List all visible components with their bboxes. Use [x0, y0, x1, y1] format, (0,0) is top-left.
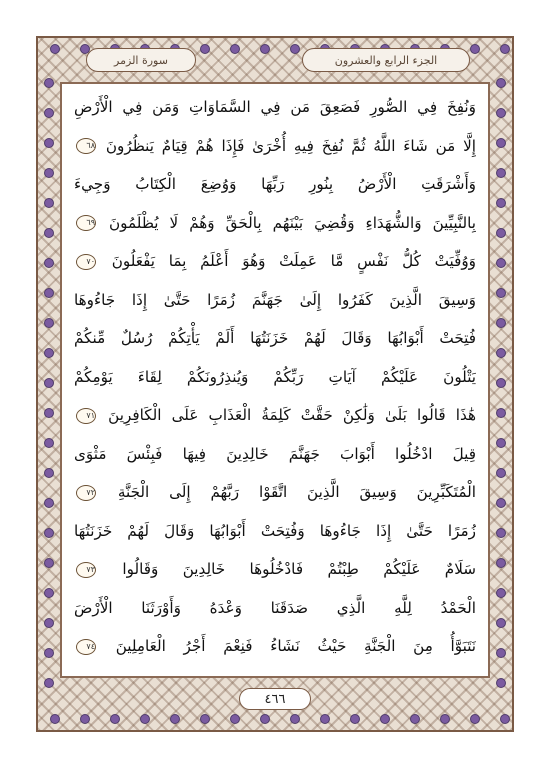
- flower-ornament-icon: [44, 198, 54, 208]
- flower-ornament-icon: [50, 714, 60, 724]
- flower-ornament-icon: [496, 198, 506, 208]
- flower-ornament-icon: [496, 648, 506, 658]
- flower-ornament-icon: [44, 318, 54, 328]
- flower-ornament-icon: [496, 288, 506, 298]
- flower-ornament-icon: [110, 714, 120, 724]
- verse-text: بِالنَّبِيِّينَ وَالشُّهَدَاءِ وَقُضِيَ بَيْنَهُم بِالْحَقِّ وَهُمْ لَا يُظْلَمُونَ: [109, 213, 476, 232]
- flower-ornament-icon: [44, 138, 54, 148]
- flower-ornament-icon: [496, 348, 506, 358]
- flower-ornament-icon: [496, 588, 506, 598]
- flower-ornament-icon: [496, 228, 506, 238]
- text-line: [74, 629, 476, 663]
- flower-ornament-icon: [496, 558, 506, 568]
- flower-ornament-icon: [496, 468, 506, 478]
- verse-text: الْحَمْدُ لِلَّهِ الَّذِي صَدَقَنَا وَعْدَهُ وَأَوْرَثَنَا الْأَرْضَ: [74, 598, 476, 617]
- text-line: [74, 167, 476, 201]
- ayah-number-marker: ٧٣: [76, 562, 96, 578]
- flower-ornament-icon: [44, 678, 54, 688]
- page-header: [52, 48, 498, 74]
- flower-ornament-icon: [44, 438, 54, 448]
- verse-text: نَتَبَوَّأُ مِنَ الْجَنَّةِ حَيْثُ نَشَاءُ فَنِعْمَ أَجْرُ الْعَامِلِينَ: [115, 637, 476, 655]
- text-line: [74, 129, 476, 163]
- flower-ornament-icon: [496, 618, 506, 628]
- verse-text: وَوُفِّيَتْ كُلُّ نَفْسٍ مَّا عَمِلَتْ وَهُوَ أَعْلَمُ بِمَا يَفْعَلُونَ: [111, 252, 476, 270]
- text-line: [74, 398, 476, 432]
- flower-ornament-icon: [44, 258, 54, 268]
- verse-text: سَلَامٌ عَلَيْكُمْ طِبْتُمْ فَادْخُلُوهَا خَالِدِينَ وَقَالُوا: [122, 560, 476, 578]
- flower-ornament-icon: [496, 378, 506, 388]
- flower-ornament-icon: [80, 714, 90, 724]
- flower-ornament-icon: [496, 108, 506, 118]
- flower-ornament-icon: [44, 588, 54, 598]
- flower-ornament-icon: [44, 228, 54, 238]
- flower-ornament-icon: [170, 714, 180, 724]
- text-line: [74, 591, 476, 625]
- flower-ornament-icon: [44, 348, 54, 358]
- flower-ornament-icon: [496, 168, 506, 178]
- text-line: [74, 244, 476, 278]
- flower-ornament-icon: [230, 714, 240, 724]
- flower-ornament-icon: [44, 498, 54, 508]
- flower-ornament-icon: [440, 714, 450, 724]
- flower-ornament-icon: [496, 138, 506, 148]
- ayah-number-marker: ٦٩: [76, 215, 96, 231]
- flower-ornament-icon: [500, 714, 510, 724]
- text-line: [74, 514, 476, 548]
- flower-ornament-icon: [496, 438, 506, 448]
- text-line: [74, 321, 476, 355]
- verse-text: وَأَشْرَقَتِ الْأَرْضُ بِنُورِ رَبِّهَا وَوُضِعَ الْكِتَابُ وَجِيءَ: [74, 175, 476, 193]
- flower-ornament-icon: [496, 498, 506, 508]
- flower-ornament-icon: [44, 408, 54, 418]
- flower-ornament-icon: [496, 258, 506, 268]
- verse-text: زُمَرًا حَتَّىٰ إِذَا جَاءُوهَا وَفُتِحَتْ أَبْوَابُهَا وَقَالَ لَهُمْ خَزَنَتُهَا: [74, 521, 476, 540]
- text-line: [74, 283, 476, 317]
- flower-ornament-icon: [260, 714, 270, 724]
- text-line: [74, 437, 476, 471]
- verse-text: فُتِحَتْ أَبْوَابُهَا وَقَالَ لَهُمْ خَزَنَتُهَا أَلَمْ يَأْتِكُمْ رُسُلٌ مِّنكُمْ: [74, 329, 476, 347]
- flower-ornament-icon: [410, 714, 420, 724]
- flower-ornament-icon: [44, 648, 54, 658]
- quran-text: [74, 90, 476, 668]
- ayah-number-marker: ٧٤: [76, 639, 96, 655]
- flower-ornament-icon: [44, 378, 54, 388]
- flower-ornament-icon: [290, 714, 300, 724]
- verse-text: الْمُتَكَبِّرِينَ وَسِيقَ الَّذِينَ اتَّقَوْا رَبَّهُمْ إِلَى الْجَنَّةِ: [117, 483, 476, 501]
- flower-ornament-icon: [44, 558, 54, 568]
- flower-ornament-icon: [200, 714, 210, 724]
- text-line: [74, 90, 476, 124]
- verse-text: إِلَّا مَن شَاءَ اللَّهُ ثُمَّ نُفِخَ فِيهِ أُخْرَىٰ فَإِذَا هُمْ قِيَامٌ يَنظُرُونَ: [105, 136, 476, 155]
- ayah-number-marker: ٧١: [76, 408, 96, 424]
- flower-ornament-icon: [44, 468, 54, 478]
- verse-text: يَتْلُونَ عَلَيْكُمْ آيَاتِ رَبِّكُمْ وَيُنذِرُونَكُمْ لِقَاءَ يَوْمِكُمْ: [74, 367, 476, 386]
- flower-ornament-icon: [350, 714, 360, 724]
- flower-ornament-icon: [496, 408, 506, 418]
- flower-ornament-icon: [380, 714, 390, 724]
- juz-label: الجزء الرابع والعشرون: [302, 48, 470, 72]
- ayah-number-marker: ٧٠: [76, 254, 96, 270]
- text-line: [74, 206, 476, 240]
- verse-text: وَسِيقَ الَّذِينَ كَفَرُوا إِلَىٰ جَهَنَّمَ زُمَرًا حَتَّىٰ إِذَا جَاءُوهَا: [74, 290, 476, 309]
- page-number: ٤٦٦: [239, 688, 311, 710]
- flower-ornament-icon: [44, 528, 54, 538]
- ayah-number-marker: ٧٢: [76, 485, 96, 501]
- flower-ornament-icon: [500, 44, 510, 54]
- verse-text: هَٰذَا قَالُوا بَلَىٰ وَلَٰكِنْ حَقَّتْ كَلِمَةُ الْعَذَابِ عَلَى الْكَافِرِينَ: [108, 406, 476, 424]
- flower-ornament-icon: [496, 318, 506, 328]
- flower-ornament-icon: [496, 678, 506, 688]
- verse-text: وَنُفِخَ فِي الصُّورِ فَصَعِقَ مَن فِي السَّمَاوَاتِ وَمَن فِي الْأَرْضِ: [74, 98, 476, 116]
- surah-name-label: سورة الزمر: [86, 48, 196, 72]
- verse-text: قِيلَ ادْخُلُوا أَبْوَابَ جَهَنَّمَ خَالِدِينَ فِيهَا فَبِئْسَ مَثْوَى: [74, 444, 476, 463]
- flower-ornament-icon: [44, 288, 54, 298]
- text-line: [74, 360, 476, 394]
- flower-ornament-icon: [44, 618, 54, 628]
- flower-ornament-icon: [140, 714, 150, 724]
- flower-ornament-icon: [44, 108, 54, 118]
- ayah-number-marker: ٦٨: [76, 138, 96, 154]
- text-line: [74, 475, 476, 509]
- flower-ornament-icon: [470, 714, 480, 724]
- flower-ornament-icon: [44, 168, 54, 178]
- flower-ornament-icon: [496, 528, 506, 538]
- flower-ornament-icon: [496, 78, 506, 88]
- flower-ornament-icon: [44, 78, 54, 88]
- text-line: [74, 552, 476, 586]
- flower-ornament-icon: [320, 714, 330, 724]
